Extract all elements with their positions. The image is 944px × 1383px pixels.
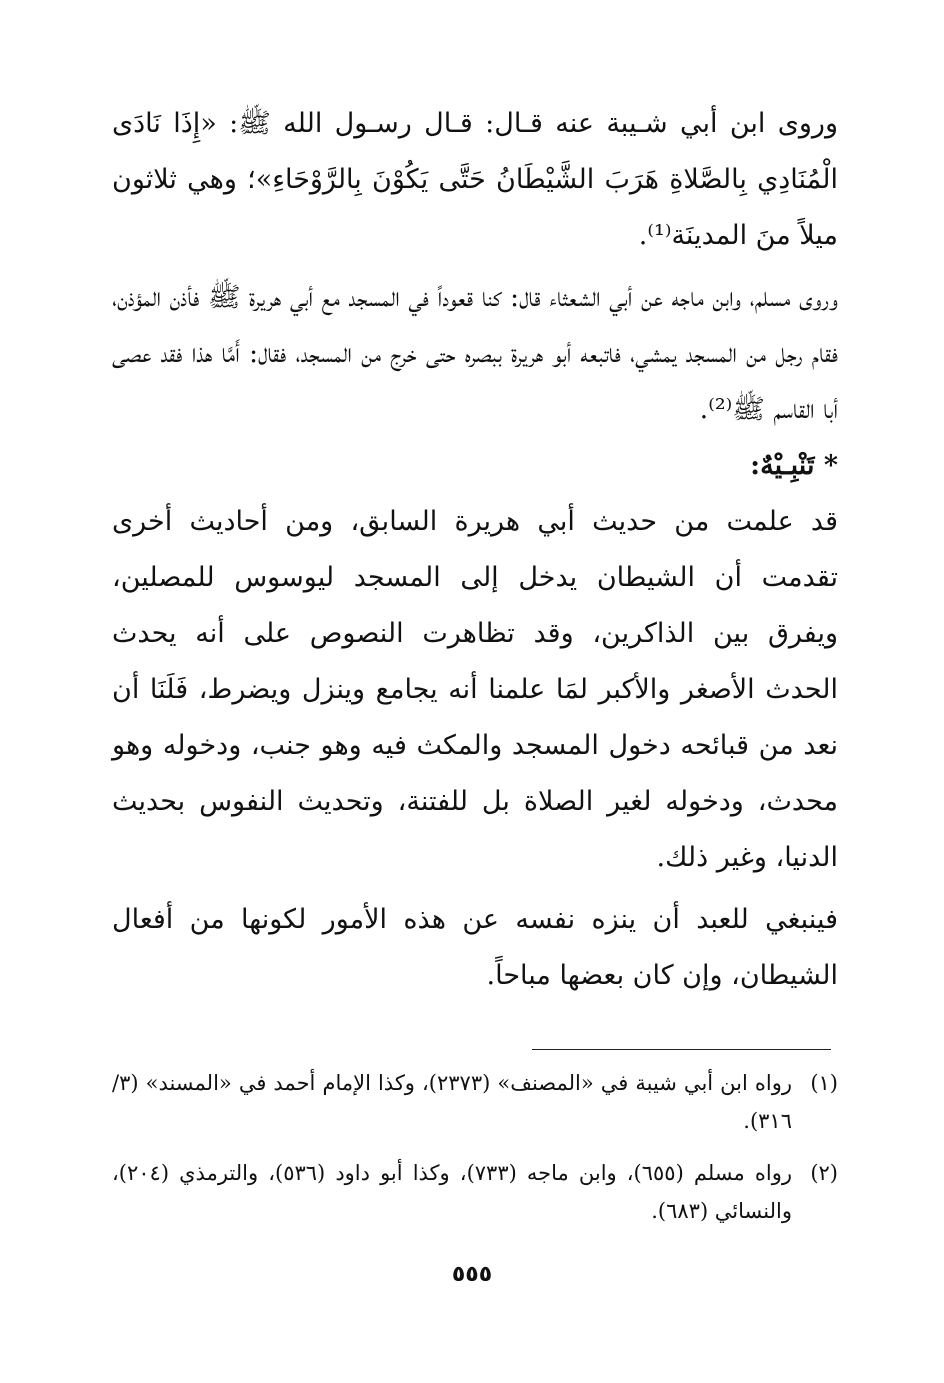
footnote-number: (١) [810, 1071, 838, 1095]
footnote-number: (٢) [810, 1161, 838, 1185]
main-text [112, 96, 838, 1004]
paragraph-discussion: قد علمت من حديث أبي هريرة السابق، ومن أحاديث أخرى تقدمت أن الشيطان يدخل إلى المسجد ليوسوس للمصلين، ويفرق بين الذاكرين، وقد تظاهرت النصوص على أنه يحدث الحدث الأصغر والأكبر لمَا علمنا أنه يجامع وينزل ويضرط، فَلَنَا أن نعد من قبائحه دخول المسجد والمكث فيه وهو جنب، ودخوله وهو محدث، ودخوله لغير الصلاة بل للفتنة، وتحديث النفوس بحديث الدنيا، وغير ذلك. [112, 506, 838, 873]
paragraph-ibn-abi-shaybah: وروى ابن أبي شـيبة عنه قـال: قـال رسـول الله ﷺ: «إِذَا نَادَى الْمُنَادِي بِالصَّلاةِ هَرَبَ الشَّيْطَانُ حَتَّى يَكُوْنَ بِالرَّوْحَاءِ»؛ وهي ثلاثون ميلاً منَ المدينَة⁽¹⁾. [112, 108, 838, 251]
footnote-item [112, 1154, 838, 1230]
footnote-text: رواه ابن أبي شيبة في «المصنف» (٢٣٧٣)، وكذا الإمام أحمد في «المسند» (٣/ ٣١٦). [112, 1071, 793, 1133]
footnote-divider [532, 1049, 831, 1050]
footnotes [112, 1064, 838, 1244]
paragraph-conclusion: فينبغي للعبد أن ينزه نفسه عن هذه الأمور لكونها من أفعال الشيطان، وإن كان بعضها مباحاً. [112, 904, 838, 991]
section-heading-tanbih: * تَنْبِـيْهٌ: [750, 450, 838, 481]
footnote-text: رواه مسلم (٦٥٥)، وابن ماجه (٧٣٣)، وكذا أبو داود (٥٣٦)، والترمذي (٢٠٤)، والنسائي (٦٨٣). [112, 1161, 792, 1223]
page-number: ٥٥٥ [451, 1262, 493, 1287]
paragraph-muslim-ibn-majah: وروى مسلم، وابن ماجه عن أبي الشعثاء قال: كنا قعوداً في المسجد مع أبي هريرة ﷺ فأذن المؤذن، فقام رجل من المسجد يمشي، فاتبعه أبو هريرة ببصره حتى خرج من المسجد، فقال: أَمَّا هذا فقد عصى أبا القاسم ﷺ⁽²⁾. [112, 282, 838, 425]
footnote-item [112, 1064, 838, 1140]
